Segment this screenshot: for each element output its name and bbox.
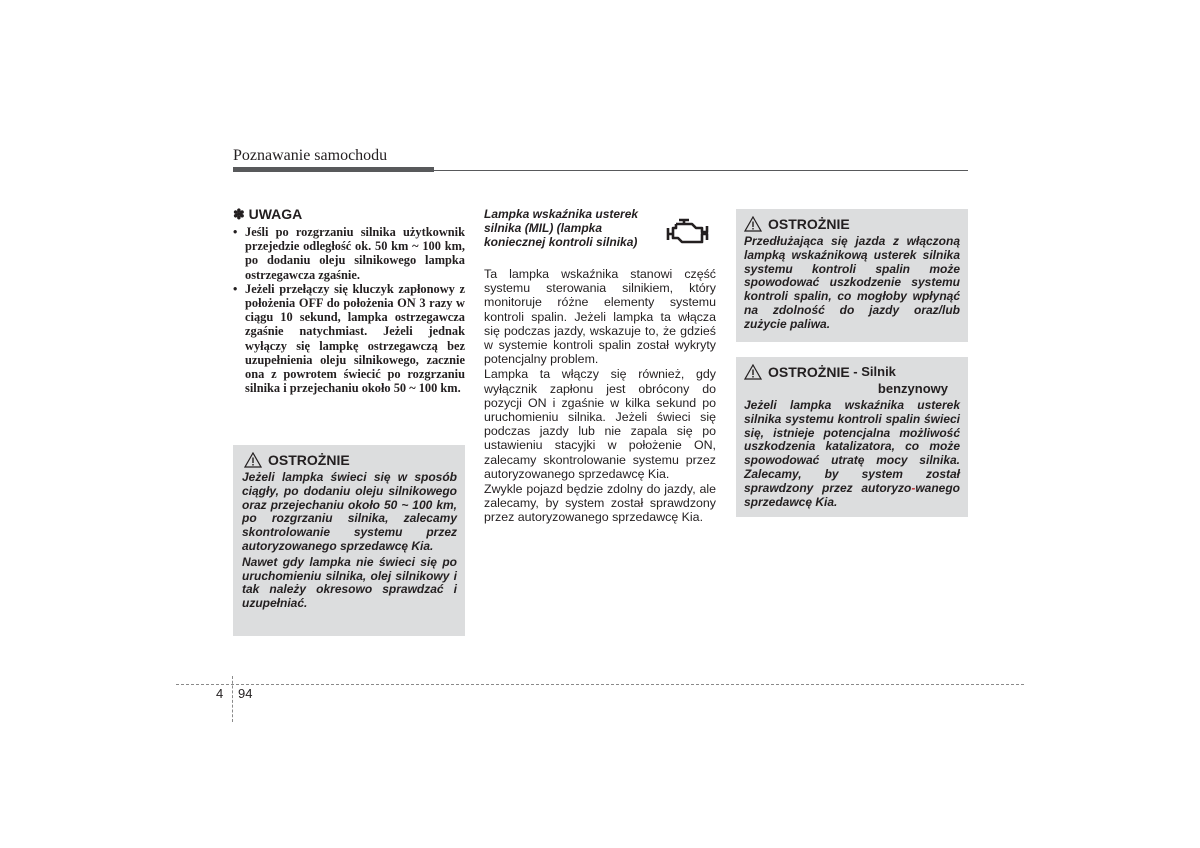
- caution-text: Przedłużająca się jazda z włączoną lampką wskaźnikową usterek silnika systemu kontroli spalin może spowodować uszkodzenie systemu kontroli spalin, co mogłoby wpłynąć na zdolność do jazdy oraz/lub zużycie paliwa.: [744, 234, 960, 331]
- check-engine-icon: [664, 216, 710, 248]
- caution-title-suffix-line2: benzynowy: [877, 381, 948, 396]
- note-heading: ✽ UWAGA: [233, 206, 303, 222]
- warning-triangle-icon: [244, 452, 262, 468]
- page-number: 94: [238, 686, 253, 701]
- caution-box-gasoline: [736, 357, 968, 517]
- footer-divider: [232, 676, 233, 722]
- caution-title-suffix: - Silnik: [853, 364, 896, 379]
- chapter-number: 4: [216, 686, 224, 701]
- note-item: • Jeśli po rozgrzaniu silnika użytkownik przejedzie odległość ok. 50 km ~ 100 km, po dodaniu oleju silnikowego lampka ostrzegawcza zgaśnie.: [233, 225, 465, 282]
- page-header-title: Poznawanie samochodu: [233, 147, 388, 164]
- warning-triangle-icon: [744, 216, 762, 232]
- mil-caption: Lampka wskaźnika usterek silnika (MIL) (lampka koniecznej kontroli silnika): [484, 207, 639, 249]
- caution-title: OSTROŻNIE: [768, 216, 850, 232]
- header-rule: [233, 170, 968, 171]
- caution-text: Jeżeli lampka wskaźnika usterek silnika systemu kontroli spalin świeci się, istnieje potencjalna możliwość uszkodzenia katalizatora, co może spowodować utratę mocy silnika. Zalecamy, by system został sprawdzony przez autoryzo-wanego sprzedawcę Kia.: [744, 398, 960, 509]
- mil-section: [484, 207, 716, 525]
- mil-paragraph: Ta lampka wskaźnika stanowi część systemu sterowania silnikiem, który monitoruje różne elementy systemu kontroli spalin. Jeżeli lampka ta włącza się podczas jazdy, wskazuje to, że gdzieś w systemie kontroli spalin został wykryty potencjalny problem.: [484, 267, 716, 367]
- warning-triangle-icon: [744, 364, 762, 380]
- caution-title: OSTROŻNIE: [768, 364, 850, 380]
- caution-text: Nawet gdy lampka nie świeci się po uruchomieniu silnika, olej silnikowy i tak należy okresowo sprawdzać i uzupełniać.: [242, 554, 457, 611]
- footer-rule: [176, 684, 1024, 685]
- caution-text: Jeżeli lampka świeci się w sposób ciągły, po dodaniu oleju silnikowego oraz przejechaniu około 50 ~ 100 km, po rozgrzaniu silnika, zalecamy skontrolowanie systemu przez autoryzowanego sprzedawcę Kia.: [242, 470, 457, 553]
- caution-box-emissions: [736, 209, 968, 342]
- caution-box-oil: [233, 445, 465, 636]
- mil-paragraph: Zwykle pojazd będzie zdolny do jazdy, ale zalecamy, by system został sprawdzony przez autoryzowanego sprzedawcę Kia.: [484, 482, 716, 525]
- note-item: • Jeżeli przełączy się kluczyk zapłonowy z położenia OFF do położenia ON 3 razy w ciągu 10 sekund, lampka ostrzegawcza zgaśnie natychmiast. Jeżeli jednak wyłączy się lampkę ostrzegawczą bez uzupełnienia oleju silnikowego, zacznie ona z powrotem świecić po rozgrzaniu silnika i przejechaniu około 50 ~ 100 km.: [233, 282, 465, 396]
- red-hyphen: -: [911, 480, 916, 495]
- mil-paragraph: Lampka ta włączy się również, gdy wyłącznik zapłonu jest obrócony do pozycji ON i zgaśnie w kilka sekund po uruchomieniu silnika. Jeżeli świeci się podczas jazdy lub nie zapala się po ustawieniu stacyjki w położenie ON, zalecamy skontrolowanie systemu przez autoryzowanego sprzedawcę Kia.: [484, 367, 716, 481]
- note-list: [233, 225, 465, 395]
- note-section: [233, 206, 465, 395]
- caution-title: OSTROŻNIE: [268, 452, 350, 468]
